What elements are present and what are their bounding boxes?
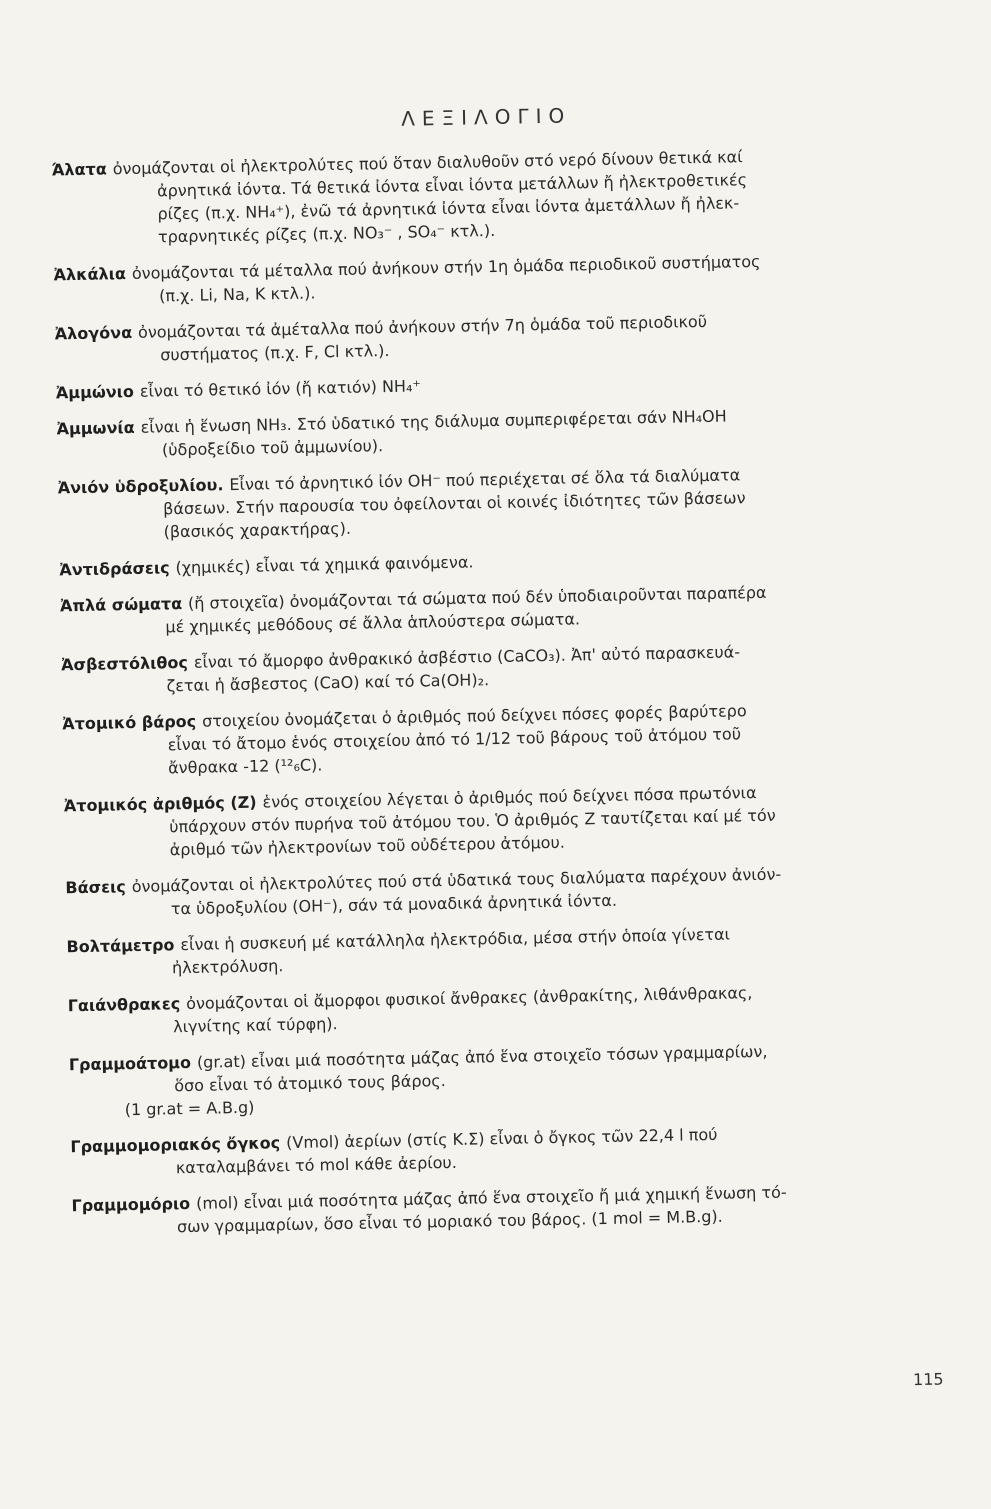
entry-text: ὀνομάζονται τά μέταλλα πού ἀνήκουν στήν 1η ὁμάδα περιοδικοῦ συστήματος — [131, 251, 761, 283]
entry-text: ἀριθμό τῶν ἠλεκτρονίων τοῦ οὐδέτερου ἀτόμου. — [169, 832, 566, 860]
entry-term: Ἀτομικό βάρος — [62, 711, 197, 734]
entry-text: (ὑδροξείδιο τοῦ ἀμμωνίου). — [161, 436, 384, 460]
page-number: 115 — [912, 1369, 944, 1390]
entry-text: στοιχείου ὀνομάζεται ὁ ἀριθμός πού δείχνει πόσες φορές βαρύτερο — [201, 701, 747, 731]
entry-term: Ἀσβεστόλιθος — [60, 652, 189, 675]
entry-text: συστήματος (π.χ. F, Cl κτλ.). — [160, 340, 390, 365]
entry-term: Ἀνιόν ὑδροξυλίου. — [57, 475, 224, 498]
entry-text: εἶναι τό ἄτομο ἑνός στοιχείου ἀπό τό 1/12 τοῦ βάρους τοῦ ἀτόμου τοῦ — [167, 724, 742, 755]
glossary-entry — [70, 1120, 881, 1182]
entry-text: μέ χημικές μεθόδους σέ ἄλλα ἁπλούστερα σώματα. — [165, 609, 581, 637]
glossary-entry — [71, 1179, 882, 1241]
glossary-entry — [59, 543, 869, 582]
entry-text: (gr.at) εἶναι μιά ποσότητα μάζας ἀπό ἕνα στοιχεῖο τόσων γραμμαρίων, — [196, 1041, 768, 1072]
entry-text: ὑπάρχουν στόν πυρήνα τοῦ ἀτόμου του. Ὁ ἀριθμός Z ταυτίζεται καί μέ τόν — [169, 805, 776, 837]
entry-text: ἄνθρακα -12 (¹²₆C). — [167, 755, 323, 778]
glossary-entry — [53, 248, 864, 310]
entry-text: (mol) εἶναι μιά ποσότητα μάζας ἀπό ἕνα στοιχεῖο ἤ μιά χημική ἕνωση τό- — [195, 1182, 787, 1213]
glossary-entry — [67, 979, 878, 1041]
entry-term: Ἀμμώνιο — [55, 381, 135, 403]
entry-term: Ἀντιδράσεις — [59, 558, 170, 580]
entry-term: Γραμμοάτομο — [68, 1052, 192, 1075]
entry-text: τραρνητικές ρίζες (π.χ. NO₃⁻ , SO₄⁻ κτλ.). — [157, 220, 496, 247]
entry-text: (χημικές) εἶναι τά χημικά φαινόμενα. — [175, 552, 474, 578]
entry-term: Ἀλκάλια — [53, 264, 127, 285]
entry-text: (π.χ. Li, Na, K κτλ.). — [158, 283, 316, 306]
entry-text: καταλαμβάνει τό mol κάθε ἀερίου. — [175, 1152, 457, 1178]
entry-text: (1 gr.at = A.B.g) — [124, 1097, 255, 1120]
glossary-entry — [56, 402, 867, 464]
entry-text: ὀνομάζονται οἱ ἄμορφοι φυσικοί ἄνθρακες (ἀνθρακίτης, λιθάνθρακας, — [186, 983, 753, 1014]
entry-term: Άλατα — [51, 159, 107, 180]
entry-text: ὀνομάζονται τά ἀμέταλλα πού ἀνήκουν στήν 7η ὁμάδα τοῦ περιοδικοῦ — [137, 311, 708, 342]
page-title: ΛΕΞΙΛΟΓΙΟ — [400, 103, 572, 131]
entry-term: Βάσεις — [65, 877, 126, 898]
glossary-entry — [56, 366, 866, 405]
entry-term: Ἀπλά σώματα — [59, 594, 183, 616]
glossary-entry — [60, 579, 871, 641]
glossary-entry — [55, 307, 866, 369]
entry-text: ἑνός στοιχείου λέγεται ὁ ἀριθμός πού δείχνει πόσα πρωτόνια — [262, 783, 757, 812]
entry-text: ὀνομάζονται οἱ ἠλεκτρολύτες πού στά ὑδατικά τους διαλύματα παρέχουν ἀνιόν- — [131, 864, 782, 897]
entry-term: Ἀτομικός ἀριθμός (Z) — [63, 792, 257, 816]
entry-text: (βασικός χαρακτήρας). — [163, 518, 352, 542]
entry-text: ρίζες (π.χ. NH₄⁺), ἐνῶ τά ἀρνητικά ἰόντα εἶναι ἰόντα ἀμετάλλων ἤ ἠλεκ- — [157, 193, 740, 224]
glossary-entry — [65, 861, 876, 923]
entry-text: ζεται ἡ ἄσβεστος (CaO) καί τό Ca(OH)₂. — [166, 670, 490, 696]
glossary-entry — [58, 461, 869, 546]
entry-text: ὅσο εἶναι τό ἀτομικό τους βάρος. — [174, 1071, 446, 1096]
entry-text: ὀνομάζονται οἱ ἠλεκτρολύτες πού ὅταν διαλυθοῦν στό νερό δίνουν θετικά καί — [112, 147, 743, 179]
entry-text: σων γραμμαρίων, ὅσο εἶναι τό μοριακό του βάρος. (1 mol = M.B.g). — [176, 1206, 723, 1237]
entry-text: βάσεων. Στήν παρουσία του ὀφείλονται οἱ κοινές ἰδιότητες τῶν βάσεων — [163, 488, 746, 519]
entry-text: (Vmol) ἀερίων (στίς Κ.Σ) εἶναι ὁ ὄγκος τῶν 22,4 l πού — [285, 1124, 718, 1153]
entry-term: Βολτάμετρο — [66, 935, 175, 957]
entry-text: ἠλεκτρόλυση. — [171, 956, 284, 978]
entry-text: λιγνίτης καί τύρφη). — [172, 1014, 338, 1037]
entry-text: εἶναι ἡ συσκευή μέ κατάλληλα ἠλεκτρόδια, μέσα στήν ὁποία γίνεται — [180, 924, 731, 955]
entry-text: ἀρνητικά ἰόντα. Τά θετικά ἰόντα εἶναι ἰόντα μετάλλων ἤ ἠλεκτροθετικές — [156, 170, 748, 201]
glossary-entries — [51, 143, 882, 1253]
entry-term: Γραμμομόριο — [71, 1193, 191, 1216]
glossary-entry — [64, 779, 875, 864]
glossary-entry — [61, 638, 872, 700]
glossary-entry — [69, 1038, 880, 1123]
entry-text: εἶναι τό θετικό ἰόν (ἤ κατιόν) NH₄⁺ — [139, 376, 422, 401]
glossary-entry — [51, 143, 863, 251]
entry-text: εἶναι τό ἄμορφο ἀνθρακικό ἀσβέστιο (CaCO₃). Ἀπ' αὐτό παρασκευά- — [193, 642, 741, 672]
glossary-entry — [66, 920, 877, 982]
entry-term: Γαιάνθρακες — [67, 994, 181, 1016]
glossary-entry — [62, 697, 873, 782]
entry-term: Ἀλογόνα — [54, 322, 133, 344]
entry-term: Ἀμμωνία — [56, 417, 135, 439]
entry-text: (ἤ στοιχεῖα) ὀνομάζονται τά σώματα πού δέν ὑποδιαιροῦνται παραπέρα — [187, 582, 767, 613]
entry-text: τα ὑδροξυλίου (OH⁻), σάν τά μοναδικά ἀρνητικά ἰόντα. — [170, 890, 618, 919]
entry-term: Γραμμομοριακός ὄγκος — [70, 1133, 281, 1157]
entry-text: εἶναι ἡ ἕνωση NH₃. Στό ὑδατικό της διάλυμα συμπεριφέρεται σάν NH₄OH — [140, 406, 727, 437]
entry-text: Εἶναι τό ἀρνητικό ἰόν OH⁻ πού περιέχεται σέ ὅλα τά διαλύματα — [229, 465, 741, 495]
